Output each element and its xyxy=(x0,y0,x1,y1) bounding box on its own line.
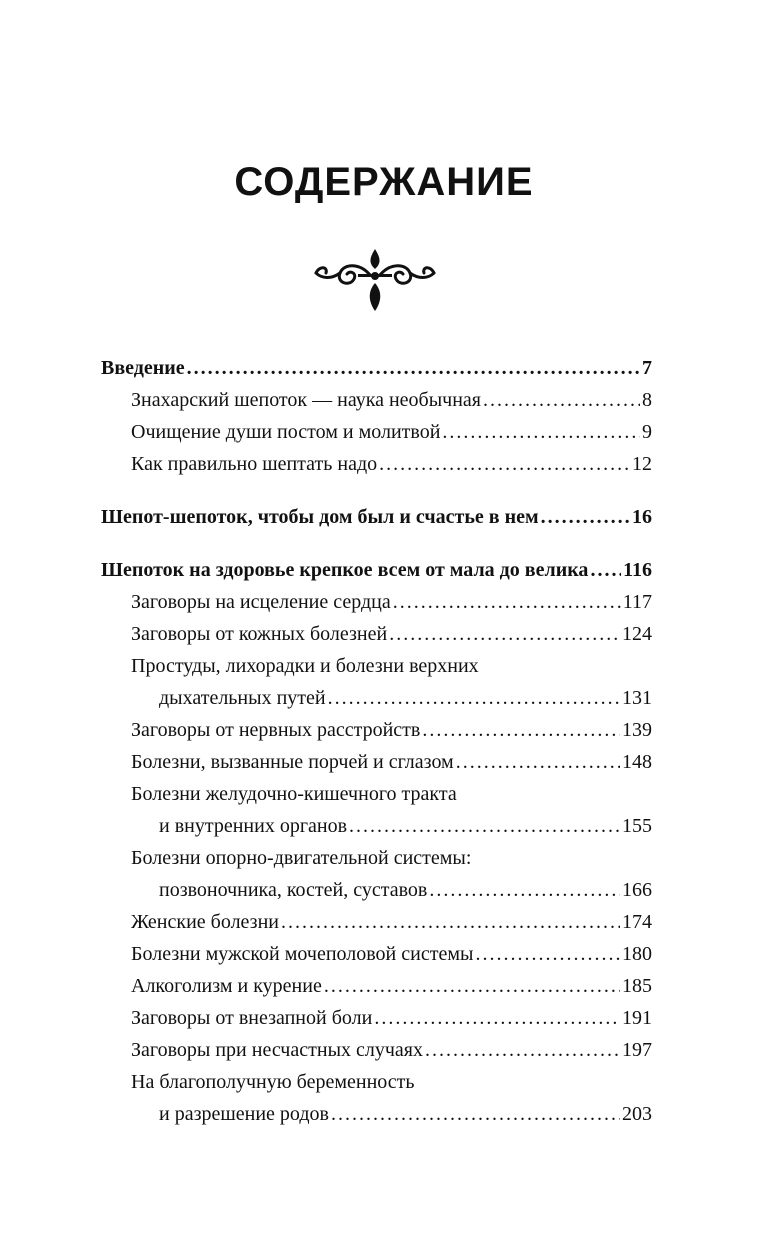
toc-entry[interactable] xyxy=(101,1002,652,1034)
toc-page-number: 197 xyxy=(622,1039,652,1061)
toc-entry-first-line[interactable]: Болезни желудочно-кишечного тракта xyxy=(131,783,457,805)
page-title: СОДЕРЖАНИЕ xyxy=(234,160,534,204)
dot-leader xyxy=(422,714,620,746)
toc-page-number: 174 xyxy=(622,911,652,933)
toc-page-number: 139 xyxy=(622,719,652,741)
toc-entry[interactable] xyxy=(101,416,652,448)
toc-page-number: 7 xyxy=(642,357,652,379)
toc-page-number: 117 xyxy=(622,591,652,613)
decorative-ornament-icon xyxy=(310,245,440,315)
toc-page-number: 131 xyxy=(622,687,652,709)
dot-leader xyxy=(187,352,640,384)
toc-entry[interactable] xyxy=(101,938,652,970)
toc-page-number: 124 xyxy=(622,623,652,645)
toc-entry-label: Болезни, вызванные порчей и сглазом xyxy=(131,751,454,773)
toc-entry[interactable] xyxy=(101,810,652,842)
toc-entry[interactable] xyxy=(101,682,652,714)
toc-entry[interactable] xyxy=(101,970,652,1002)
dot-leader xyxy=(393,586,621,618)
toc-page-number: 16 xyxy=(632,506,652,528)
toc-entry-label: Очищение души постом и молитвой xyxy=(131,421,441,443)
dot-leader xyxy=(389,618,620,650)
toc-entry-label: и внутренних органов xyxy=(159,815,348,837)
toc-entry-label: Заговоры от внезапной боли xyxy=(131,1007,373,1029)
dot-leader xyxy=(349,810,620,842)
toc-entry-label: Алкоголизм и курение xyxy=(131,975,322,997)
toc-entry[interactable] xyxy=(101,1034,652,1066)
toc-page-number: 8 xyxy=(642,389,652,411)
toc-entry-label: Заговоры при несчастных случаях xyxy=(131,1039,423,1061)
toc-entry[interactable] xyxy=(101,714,652,746)
toc-entry-label: Женские болезни xyxy=(131,911,279,933)
toc-entry[interactable] xyxy=(101,586,652,618)
toc-page-number: 148 xyxy=(622,751,652,773)
toc-entry-first-line[interactable]: Болезни опорно-двигательной системы: xyxy=(131,847,472,869)
dot-leader xyxy=(331,1098,620,1130)
dot-leader xyxy=(328,682,620,714)
toc-entry-label: Заговоры на исцеление сердца xyxy=(131,591,391,613)
toc-page-number: 166 xyxy=(622,879,652,901)
toc-page-number: 203 xyxy=(622,1103,652,1125)
toc-entry-label: Болезни мужской мочеполовой системы xyxy=(131,943,474,965)
toc-entry[interactable] xyxy=(101,448,652,480)
toc-entry-first-line[interactable]: Простуды, лихорадки и болезни верхних xyxy=(131,655,479,677)
toc-entry[interactable] xyxy=(101,618,652,650)
toc-page-number: 12 xyxy=(632,453,652,475)
toc-page-number: 185 xyxy=(622,975,652,997)
toc-entry-label: и разрешение родов xyxy=(159,1103,329,1125)
toc-entry-intro[interactable] xyxy=(101,352,652,384)
dot-leader xyxy=(281,906,620,938)
toc-page-number: 155 xyxy=(622,815,652,837)
toc-entry[interactable] xyxy=(101,906,652,938)
dot-leader xyxy=(456,746,620,778)
dot-leader xyxy=(541,501,630,533)
table-of-contents xyxy=(101,352,652,1130)
toc-entry-label: позвоночника, костей, суставов xyxy=(159,879,428,901)
toc-entry-label: Знахарский шепоток — наука необычная xyxy=(131,389,482,411)
toc-entry[interactable] xyxy=(101,1098,652,1130)
dot-leader xyxy=(324,970,620,1002)
toc-entry[interactable] xyxy=(101,746,652,778)
toc-page-number: 116 xyxy=(623,559,652,581)
toc-entry-label: Как правильно шептать надо xyxy=(131,453,378,475)
toc-page-number: 191 xyxy=(622,1007,652,1029)
toc-entry[interactable] xyxy=(101,384,652,416)
toc-entry-label: Введение xyxy=(101,357,185,379)
dot-leader xyxy=(475,938,620,970)
toc-entry-label: Шепот-шепоток, чтобы дом был и счастье в нем xyxy=(101,506,539,528)
toc-entry-label: Заговоры от кожных болезней xyxy=(131,623,388,645)
toc-entry[interactable] xyxy=(101,874,652,906)
dot-leader xyxy=(442,416,640,448)
toc-entry-section[interactable] xyxy=(101,501,652,533)
dot-leader xyxy=(379,448,630,480)
dot-leader xyxy=(374,1002,620,1034)
toc-entry-label: Заговоры от нервных расстройств xyxy=(131,719,421,741)
dot-leader xyxy=(429,874,620,906)
toc-page-number: 9 xyxy=(642,421,652,443)
toc-entry-label: Шепоток на здоровье крепкое всем от мала до велика xyxy=(101,559,589,581)
toc-entry-first-line[interactable]: На благополучную беременность xyxy=(131,1071,415,1093)
toc-entry-section[interactable] xyxy=(101,554,652,586)
dot-leader xyxy=(425,1034,620,1066)
toc-entry-label: дыхательных путей xyxy=(159,687,326,709)
dot-leader xyxy=(483,384,640,416)
dot-leader xyxy=(590,554,621,586)
toc-page-number: 180 xyxy=(622,943,652,965)
